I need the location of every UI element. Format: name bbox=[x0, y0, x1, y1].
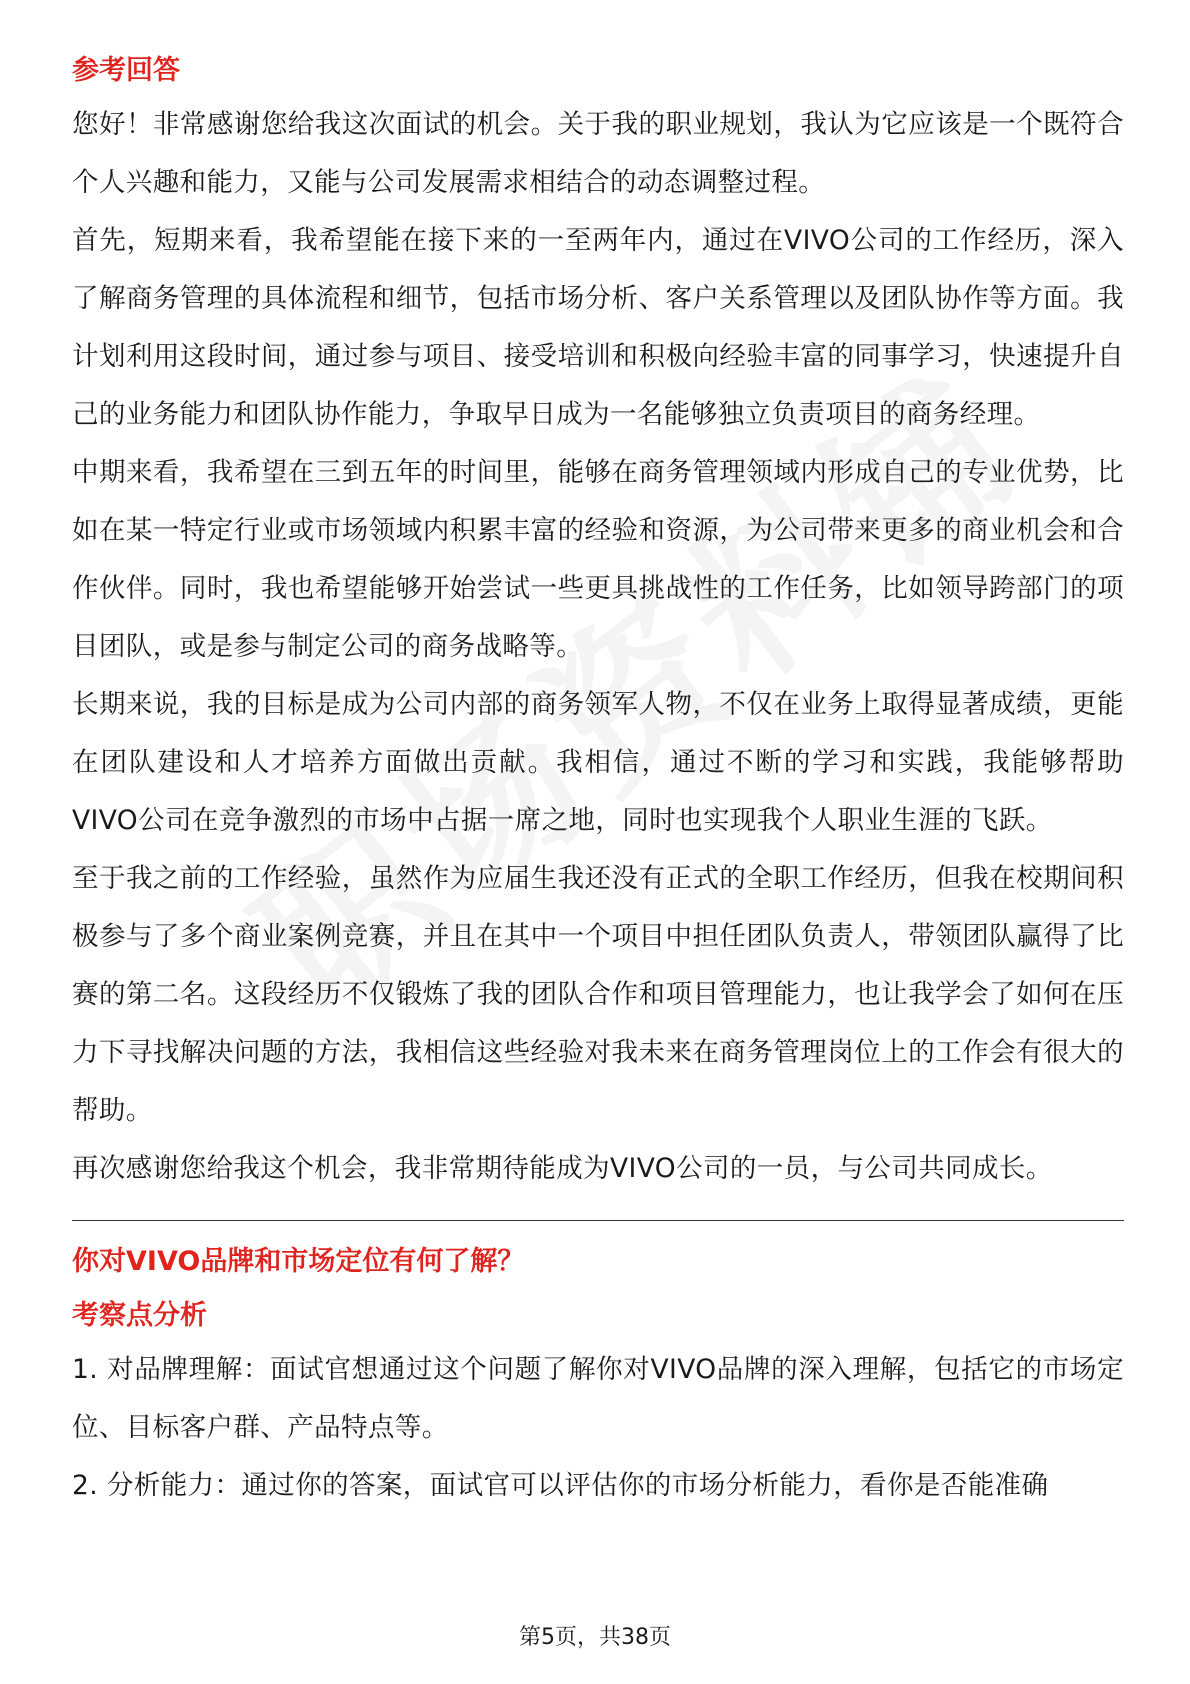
reference-answer-heading: 参考回答 bbox=[72, 55, 180, 86]
page-number: 第5页，共38页 bbox=[519, 1625, 671, 1650]
answer-paragraph-1: 您好！非常感谢您给我这次面试的机会。关于我的职业规划，我认为它应该是一个既符合个人兴趣和能力，又能与公司发展需求相结合的动态调整过程。 bbox=[72, 109, 1124, 198]
answer-paragraph-4: 长期来说，我的目标是成为公司内部的商务领军人物，不仅在业务上取得显著成绩，更能在团队建设和人才培养方面做出贡献。我相信，通过不断的学习和实践，我能够帮助VIVO公司在竞争激烈的市场中占据一席之地，同时也实现我个人职业生涯的飞跃。 bbox=[72, 689, 1124, 836]
page-content bbox=[72, 46, 1124, 1515]
answer-paragraph-2: 首先，短期来看，我希望能在接下来的一至两年内，通过在VIVO公司的工作经历，深入了解商务管理的具体流程和细节，包括市场分析、客户关系管理以及团队协作等方面。我计划利用这段时间，通过参与项目、接受培训和积极向经验丰富的同事学习，快速提升自己的业务能力和团队协作能力，争取早日成为一名能够独立负责项目的商务经理。 bbox=[72, 225, 1124, 430]
answer-paragraph-3: 中期来看，我希望在三到五年的时间里，能够在商务管理领域内形成自己的专业优势，比如在某一特定行业或市场领域内积累丰富的经验和资源，为公司带来更多的商业机会和合作伙伴。同时，我也希望能够开始尝试一些更具挑战性的工作任务，比如领导跨部门的项目团队，或是参与制定公司的商务战略等。 bbox=[72, 457, 1124, 662]
analysis-heading: 考察点分析 bbox=[72, 1300, 207, 1331]
answer-paragraph-6: 再次感谢您给我这个机会，我非常期待能成为VIVO公司的一员，与公司共同成长。 bbox=[72, 1153, 1053, 1184]
analysis-item-2: 2. 分析能力：通过你的答案，面试官可以评估你的市场分析能力，看你是否能准确 bbox=[72, 1470, 1049, 1501]
section-divider bbox=[72, 1220, 1124, 1221]
question-heading: 你对VIVO品牌和市场定位有何了解？ bbox=[72, 1246, 525, 1277]
analysis-item-1: 1. 对品牌理解：面试官想通过这个问题了解你对VIVO品牌的深入理解，包括它的市场定位、目标客户群、产品特点等。 bbox=[72, 1354, 1124, 1443]
answer-paragraph-5: 至于我之前的工作经验，虽然作为应届生我还没有正式的全职工作经历，但我在校期间积极参与了多个商业案例竞赛，并且在其中一个项目中担任团队负责人，带领团队赢得了比赛的第二名。这段经历不仅锻炼了我的团队合作和项目管理能力，也让我学会了如何在压力下寻找解决问题的方法，我相信这些经验对我未来在商务管理岗位上的工作会有很大的帮助。 bbox=[72, 863, 1124, 1126]
